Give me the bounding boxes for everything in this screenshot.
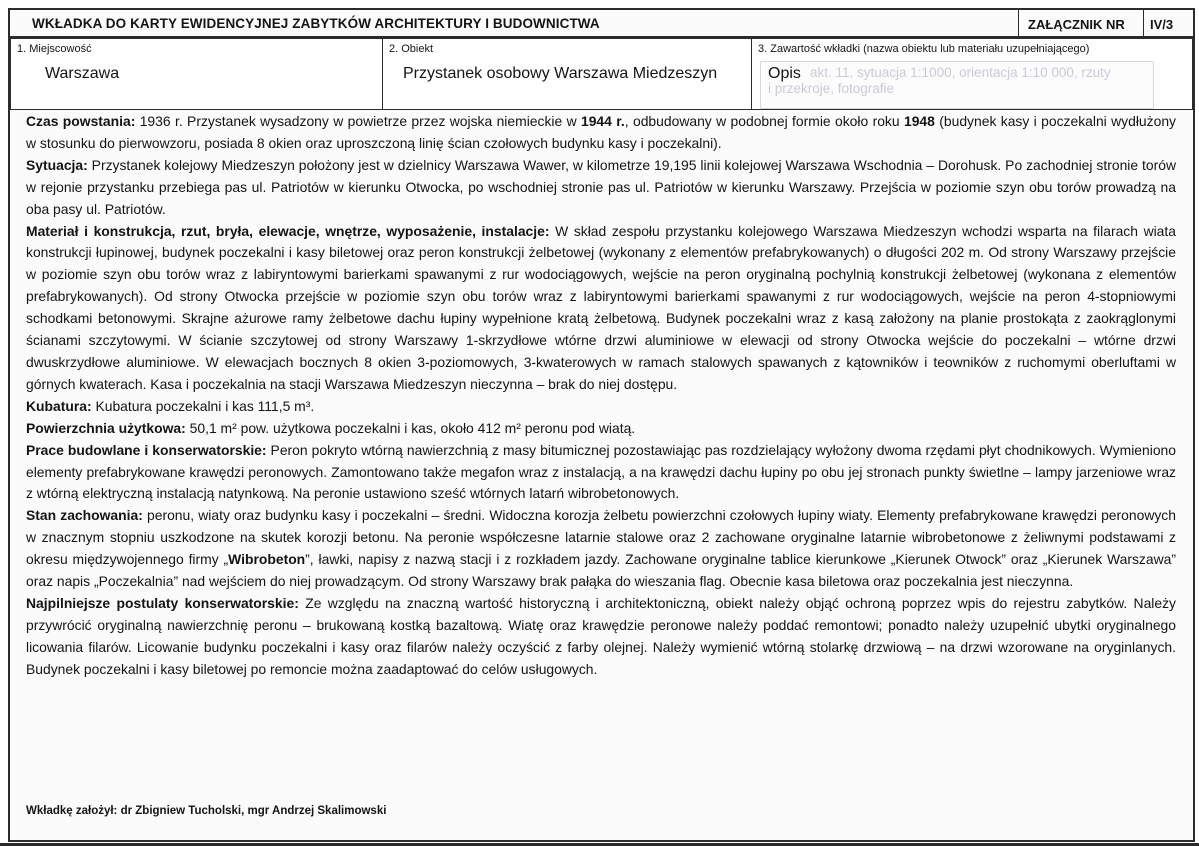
section-text: Ze względu na znaczną wartość historyczną i architektoniczną, obiekt należy objąć ochroną poprzez wpis do rejestru zabytków. Należy przywrócić oryginalną nawierzchnię peronu – brukowaną kostką bazaltową. Wiatę oraz krawędzie peronowe należy poddać remontowi; ponadto należy uzupełnić ubytki oryginalnego licowania filarów. Licowanie budynku poczekalni i kasy oraz filarów należy oczyścić z farby olejnej. Należy wymienić wtórną stolarkę drzwiową – na drzwi wzorowane na oryginlanych. Budynek poczekalni i kasy biletowej po remoncie można zaadaptować do celów usługowych. bbox=[26, 594, 1177, 677]
locality-field bbox=[10, 38, 383, 110]
section-text: peronu, wiaty oraz budynku kasy i poczekalni – średni. Widoczna korozja żelbetu powierzchni czołowych łupiny wiaty. Elementy prefabrykowane krawędzi peronowych w znacznym stopniu uszkodzone na skutek korozji betonu. Na peronie współczesne latarnie stalowe oraz 2 zachowane oryginalne latarnie wibrobetonowe z żeliwnymi podstawami z okresu międzywojennego firmy „ bbox=[26, 507, 1176, 568]
description-body bbox=[26, 111, 1176, 681]
section-text: Peron pokryto wtórną nawierzchnią z masy bitumicznej pozostawiając pas rozdzielający wyłożony dwoma rzędami płyt chodnikowych. Wymieniono elementy prefabrykowane krawędzi peronowych. Zamontowano także megafon wraz z instalacją, a na krawędzi dachu łupiny po obu jej stronach punkty świetlne – lampy jarzeniowe wraz z wtórną elektryczną instalacją natynkową. Na peronie ustawiono sześć wtórnych latarń wibrobetonowych. bbox=[26, 441, 1176, 502]
section-text: Kubatura poczekalni i kas 111,5 m³. bbox=[91, 397, 315, 414]
contents-value: Opis bbox=[768, 65, 801, 82]
section-paragraph bbox=[26, 593, 1176, 681]
annex-label: ZAŁĄCZNIK NR bbox=[1028, 17, 1125, 32]
contents-ghost-text bbox=[768, 65, 1148, 97]
section-text: , odbudowany w podobnej formie około roku bbox=[624, 113, 904, 129]
section-text: 1936 r. Przystanek wysadzony w powietrze przez wojska niemieckie w bbox=[135, 113, 581, 129]
section-paragraph bbox=[26, 418, 1176, 440]
section-heading: Czas powstania: bbox=[26, 113, 136, 129]
section-text: (budynek kasy i poczekalni wydłużony w stosunku do pierwowzoru, posiada 8 okien oraz uproszczoną linię ścian czołowych budynku kasy i poczekalni). bbox=[26, 113, 1176, 151]
section-heading: Materiał i konstrukcja, rzut, bryła, elewacje, wnętrze, wyposażenie, instalacje: bbox=[26, 222, 550, 239]
header-divider bbox=[1143, 10, 1144, 36]
section-text: Przystanek kolejowy Miedzeszyn położony jest w dzielnicy Warszawa Wawer, w kilometrze 19,195 linii kolejowej Warszawa Wschodnia – Dorohusk. Po zachodniej stronie torów w rejonie przystanku przebiega pas ul. Patriotów w kierunku Otwocka, po wschodniej stronie pas ul. Patriotów w kierunku Warszawy. Przejścia w poziomie szyn obu torów prowadzą na oba pasy ul. Patriotów. bbox=[26, 156, 1176, 217]
header-divider bbox=[1018, 10, 1019, 36]
section-text: ”, ławki, napisy z nazwą stacji i z rozkładem jazdy. Zachowane oryginalne tablice kierunkowe „Kierunek Otwock” oraz „Kierunek Warszawa” oraz napis „Poczekalnia” nad wejściem do niej prowadzącym. Od strony Warszawy brak pałąka do wieszania flag. Obecnie kasa biletowa oraz poczekalnia jest nieczynna. bbox=[26, 551, 1176, 590]
author-line: Wkładkę założył: dr Zbigniew Tucholski, mgr Andrzej Skalimowski bbox=[26, 805, 387, 817]
emphasis-text: 1948 bbox=[903, 113, 935, 129]
section-heading: Stan zachowania: bbox=[26, 507, 143, 524]
locality-value: Warszawa bbox=[45, 65, 120, 82]
object-field bbox=[382, 38, 752, 110]
contents-label: 3. Zawartość wkładki (nazwa obiektu lub materiału uzupełniającego) bbox=[758, 43, 1090, 55]
section-paragraph bbox=[26, 505, 1176, 593]
section-paragraph bbox=[26, 440, 1176, 506]
section-paragraph bbox=[26, 221, 1176, 396]
section-paragraph bbox=[26, 111, 1176, 155]
section-heading: Kubatura: bbox=[26, 397, 92, 414]
section-paragraph bbox=[26, 396, 1176, 418]
section-heading: Najpilniejsze postulaty konserwatorskie: bbox=[26, 594, 299, 611]
emphasis-text: Wibrobeton bbox=[228, 551, 306, 568]
section-text: 50,1 m² pow. użytkowa poczekalni i kas, około 412 m² peronu pod wiatą. bbox=[185, 419, 636, 436]
section-text: W skład zespołu przystanku kolejowego Warszawa Miedzeszyn wchodzi wsparta na filarach wiata konstrukcji łupinowej, budynek poczekalni i kasy biletowej oraz peron konstrukcji żelbetowej (wykonany z elementów prefabrykowanych) o długości 202 m. Od strony Warszawy przejście w poziomie szyn obu torów wraz z labiryntowymi barierkami spawanymi z rur wodociągowych, wejście na peron oryginalną pochylnią konstrukcji żelbetowej (wykonana z elementów prefabrykowanych). Od strony Otwocka przejście w poziomie szyn obu torów wraz z labiryntowymi barierkami spawanymi z rur wodociągowych, wejście na peron 4-stopniowymi schodkami betonowymi. Skrajne ażurowe ramy żelbetowe dachu łupiny wypełnione kratą żelbetową. Budynek poczekalni wraz z kasą założony na planie prostokąta z zaokrąglonymi ścianami szczytowymi. W ścianie szczytowej od strony Warszawy 1-skrzydłowe wtórne drzwi aluminiowe w elewacji od strony Otwocka wejście do poczekalni – wtórne drzwi dwuskrzydłowe aluminiowe. W elewacjach bocznych 8 okien 3-poziomowych, 3-kwaterowych w ramach stalowych spawanych z kątowników i teowników z ruchomymi oberluftami w górnych kwaterach. Kasa i poczekalnia na stacji Warszawa Miedzeszyn nieczynna – brak do niej dostępu. bbox=[26, 222, 1176, 392]
section-heading: Prace budowlane i konserwatorskie: bbox=[26, 441, 267, 458]
contents-ghost-line: akt. 11, sytuacja 1:1000, orientacja 1:10 000, rzuty bbox=[810, 65, 1111, 80]
emphasis-text: 1944 r. bbox=[580, 113, 625, 129]
section-paragraph bbox=[26, 155, 1176, 221]
header-row bbox=[10, 10, 1193, 38]
locality-label: 1. Miejscowość bbox=[17, 43, 92, 55]
object-value: Przystanek osobowy Warszawa Miedzeszyn bbox=[403, 65, 718, 82]
fields-row bbox=[10, 38, 1193, 110]
contents-ghost-line: i przekroje, fotografie bbox=[768, 81, 895, 96]
section-heading: Sytuacja: bbox=[26, 156, 88, 173]
object-label: 2. Obiekt bbox=[389, 43, 434, 55]
contents-field bbox=[751, 38, 1193, 110]
page-title: WKŁADKA DO KARTY EWIDENCYJNEJ ZABYTKÓW ARCHITEKTURY I BUDOWNICTWA bbox=[32, 16, 600, 31]
annex-number: IV/3 bbox=[1150, 17, 1174, 32]
section-heading: Powierzchnia użytkowa: bbox=[26, 419, 186, 436]
